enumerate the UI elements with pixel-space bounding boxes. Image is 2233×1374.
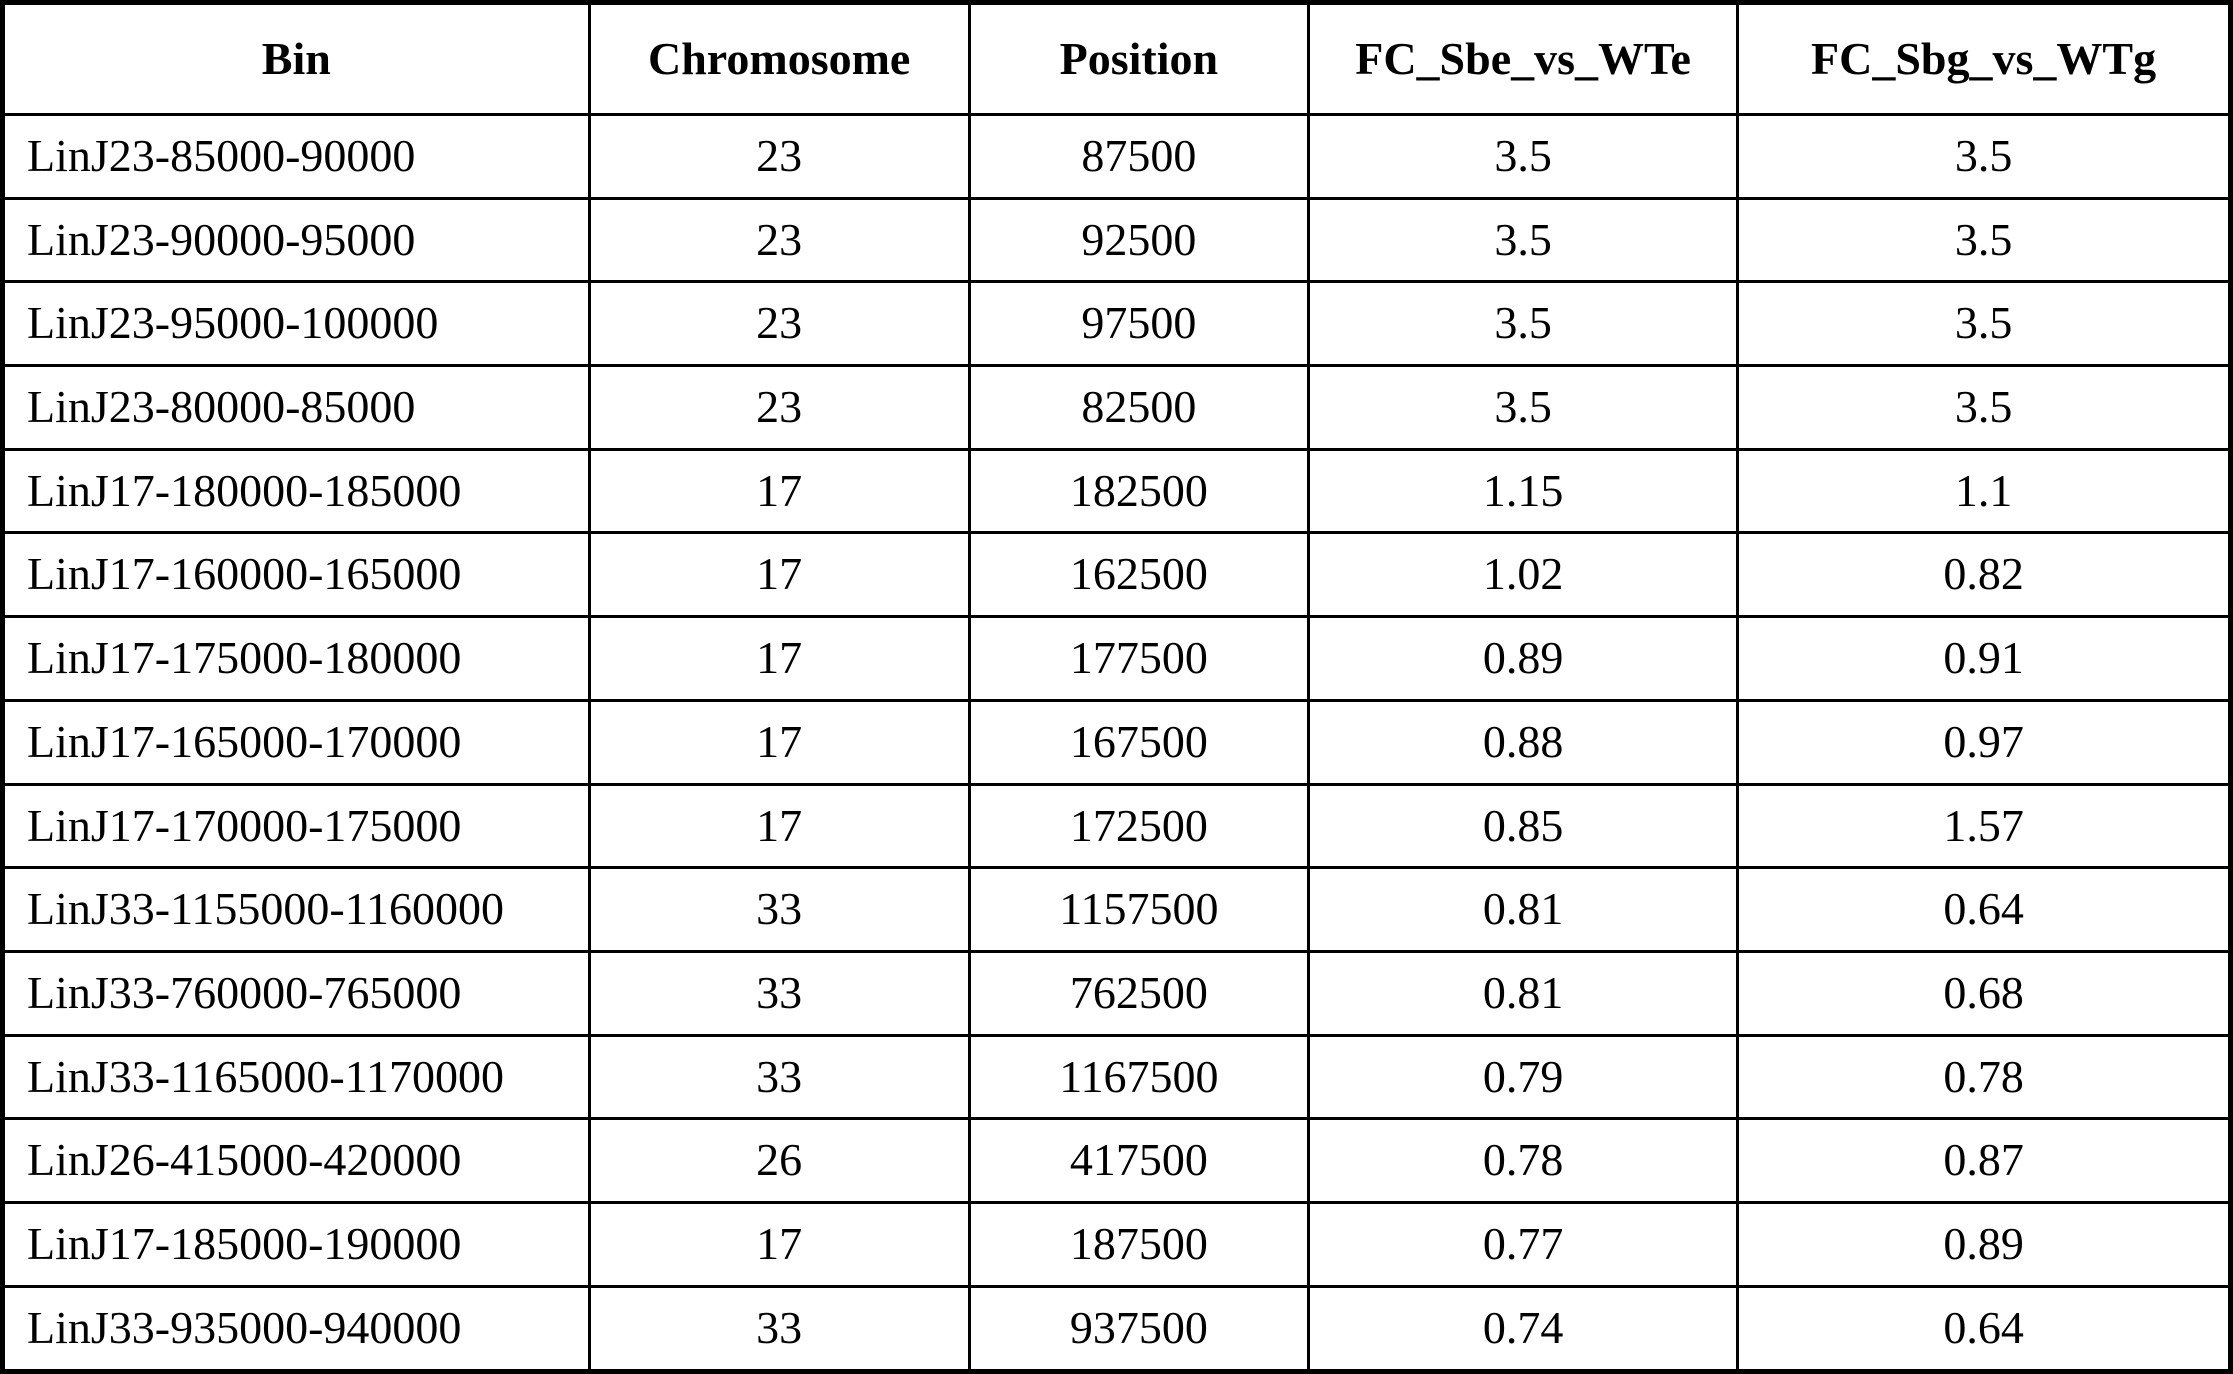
table-cell-bin: LinJ33-1155000-1160000 (3, 868, 590, 952)
table-cell-bin: LinJ23-95000-100000 (3, 282, 590, 366)
table-cell-chromosome: 33 (589, 868, 969, 952)
table-cell-chromosome: 33 (589, 951, 969, 1035)
table-cell-fc-sbe-vs-wte: 3.5 (1309, 198, 1738, 282)
table-row (3, 1035, 2231, 1119)
table-cell-fc-sbg-vs-wtg: 3.5 (1738, 366, 2231, 450)
table-cell-fc-sbe-vs-wte: 3.5 (1309, 115, 1738, 199)
table-cell-bin: LinJ17-160000-165000 (3, 533, 590, 617)
table-cell-bin: LinJ23-90000-95000 (3, 198, 590, 282)
table-row (3, 868, 2231, 952)
table-cell-fc-sbg-vs-wtg: 0.82 (1738, 533, 2231, 617)
table-row (3, 951, 2231, 1035)
table-cell-position: 937500 (969, 1286, 1308, 1371)
table-cell-fc-sbe-vs-wte: 1.15 (1309, 449, 1738, 533)
table-cell-position: 762500 (969, 951, 1308, 1035)
table-cell-position: 162500 (969, 533, 1308, 617)
table-cell-fc-sbg-vs-wtg: 0.64 (1738, 1286, 2231, 1371)
table-cell-position: 167500 (969, 700, 1308, 784)
table-row (3, 617, 2231, 701)
column-header-fc-sbg-vs-wtg: FC_Sbg_vs_WTg (1738, 3, 2231, 115)
column-header-bin: Bin (3, 3, 590, 115)
table-cell-fc-sbe-vs-wte: 0.79 (1309, 1035, 1738, 1119)
table-cell-fc-sbe-vs-wte: 0.88 (1309, 700, 1738, 784)
table-cell-chromosome: 17 (589, 700, 969, 784)
table-cell-fc-sbg-vs-wtg: 0.87 (1738, 1119, 2231, 1203)
table-row (3, 198, 2231, 282)
table-cell-chromosome: 17 (589, 449, 969, 533)
table-cell-bin: LinJ17-170000-175000 (3, 784, 590, 868)
table-cell-bin: LinJ33-760000-765000 (3, 951, 590, 1035)
table-cell-fc-sbg-vs-wtg: 0.78 (1738, 1035, 2231, 1119)
table-cell-fc-sbg-vs-wtg: 0.68 (1738, 951, 2231, 1035)
table-cell-fc-sbe-vs-wte: 0.74 (1309, 1286, 1738, 1371)
column-header-fc-sbe-vs-wte: FC_Sbe_vs_WTe (1309, 3, 1738, 115)
table-row (3, 282, 2231, 366)
table-cell-bin: LinJ23-80000-85000 (3, 366, 590, 450)
table-row (3, 449, 2231, 533)
table-cell-chromosome: 17 (589, 617, 969, 701)
table-cell-chromosome: 23 (589, 115, 969, 199)
header-row (3, 3, 2231, 115)
table-cell-bin: LinJ17-165000-170000 (3, 700, 590, 784)
table-cell-chromosome: 23 (589, 366, 969, 450)
table-cell-position: 1167500 (969, 1035, 1308, 1119)
table-cell-position: 172500 (969, 784, 1308, 868)
table-row (3, 1202, 2231, 1286)
table-cell-position: 97500 (969, 282, 1308, 366)
table-cell-fc-sbg-vs-wtg: 1.1 (1738, 449, 2231, 533)
table-cell-chromosome: 26 (589, 1119, 969, 1203)
table-cell-fc-sbe-vs-wte: 0.78 (1309, 1119, 1738, 1203)
table-cell-fc-sbg-vs-wtg: 1.57 (1738, 784, 2231, 868)
table-cell-bin: LinJ17-180000-185000 (3, 449, 590, 533)
table-row (3, 1286, 2231, 1371)
table-row (3, 366, 2231, 450)
table-cell-fc-sbg-vs-wtg: 0.97 (1738, 700, 2231, 784)
table-row (3, 533, 2231, 617)
table-row (3, 784, 2231, 868)
table-row (3, 700, 2231, 784)
table-cell-chromosome: 23 (589, 282, 969, 366)
table-cell-chromosome: 17 (589, 533, 969, 617)
table-cell-fc-sbg-vs-wtg: 3.5 (1738, 198, 2231, 282)
column-header-chromosome: Chromosome (589, 3, 969, 115)
table-cell-bin: LinJ17-175000-180000 (3, 617, 590, 701)
table-cell-bin: LinJ26-415000-420000 (3, 1119, 590, 1203)
table-cell-position: 92500 (969, 198, 1308, 282)
table-cell-fc-sbg-vs-wtg: 3.5 (1738, 282, 2231, 366)
table-cell-fc-sbe-vs-wte: 0.89 (1309, 617, 1738, 701)
table-cell-fc-sbg-vs-wtg: 0.64 (1738, 868, 2231, 952)
table-cell-bin: LinJ23-85000-90000 (3, 115, 590, 199)
table-cell-position: 87500 (969, 115, 1308, 199)
table-cell-fc-sbg-vs-wtg: 0.91 (1738, 617, 2231, 701)
table-cell-fc-sbe-vs-wte: 3.5 (1309, 366, 1738, 450)
table-cell-position: 182500 (969, 449, 1308, 533)
table-cell-fc-sbg-vs-wtg: 0.89 (1738, 1202, 2231, 1286)
table-row (3, 1119, 2231, 1203)
table-cell-chromosome: 17 (589, 784, 969, 868)
table-cell-position: 417500 (969, 1119, 1308, 1203)
table-cell-fc-sbg-vs-wtg: 3.5 (1738, 115, 2231, 199)
table-cell-chromosome: 17 (589, 1202, 969, 1286)
table-cell-position: 177500 (969, 617, 1308, 701)
table-body (3, 115, 2231, 1372)
table-cell-bin: LinJ33-935000-940000 (3, 1286, 590, 1371)
column-header-position: Position (969, 3, 1308, 115)
table-cell-fc-sbe-vs-wte: 0.77 (1309, 1202, 1738, 1286)
table-cell-position: 187500 (969, 1202, 1308, 1286)
table-cell-chromosome: 23 (589, 198, 969, 282)
table-cell-chromosome: 33 (589, 1286, 969, 1371)
table-cell-position: 1157500 (969, 868, 1308, 952)
table-cell-fc-sbe-vs-wte: 1.02 (1309, 533, 1738, 617)
table-cell-bin: LinJ33-1165000-1170000 (3, 1035, 590, 1119)
table-cell-fc-sbe-vs-wte: 0.85 (1309, 784, 1738, 868)
table-row (3, 115, 2231, 199)
table-cell-fc-sbe-vs-wte: 0.81 (1309, 951, 1738, 1035)
table-cell-position: 82500 (969, 366, 1308, 450)
table-header (3, 3, 2231, 115)
table-cell-bin: LinJ17-185000-190000 (3, 1202, 590, 1286)
table-cell-fc-sbe-vs-wte: 0.81 (1309, 868, 1738, 952)
table-cell-chromosome: 33 (589, 1035, 969, 1119)
table-cell-fc-sbe-vs-wte: 3.5 (1309, 282, 1738, 366)
